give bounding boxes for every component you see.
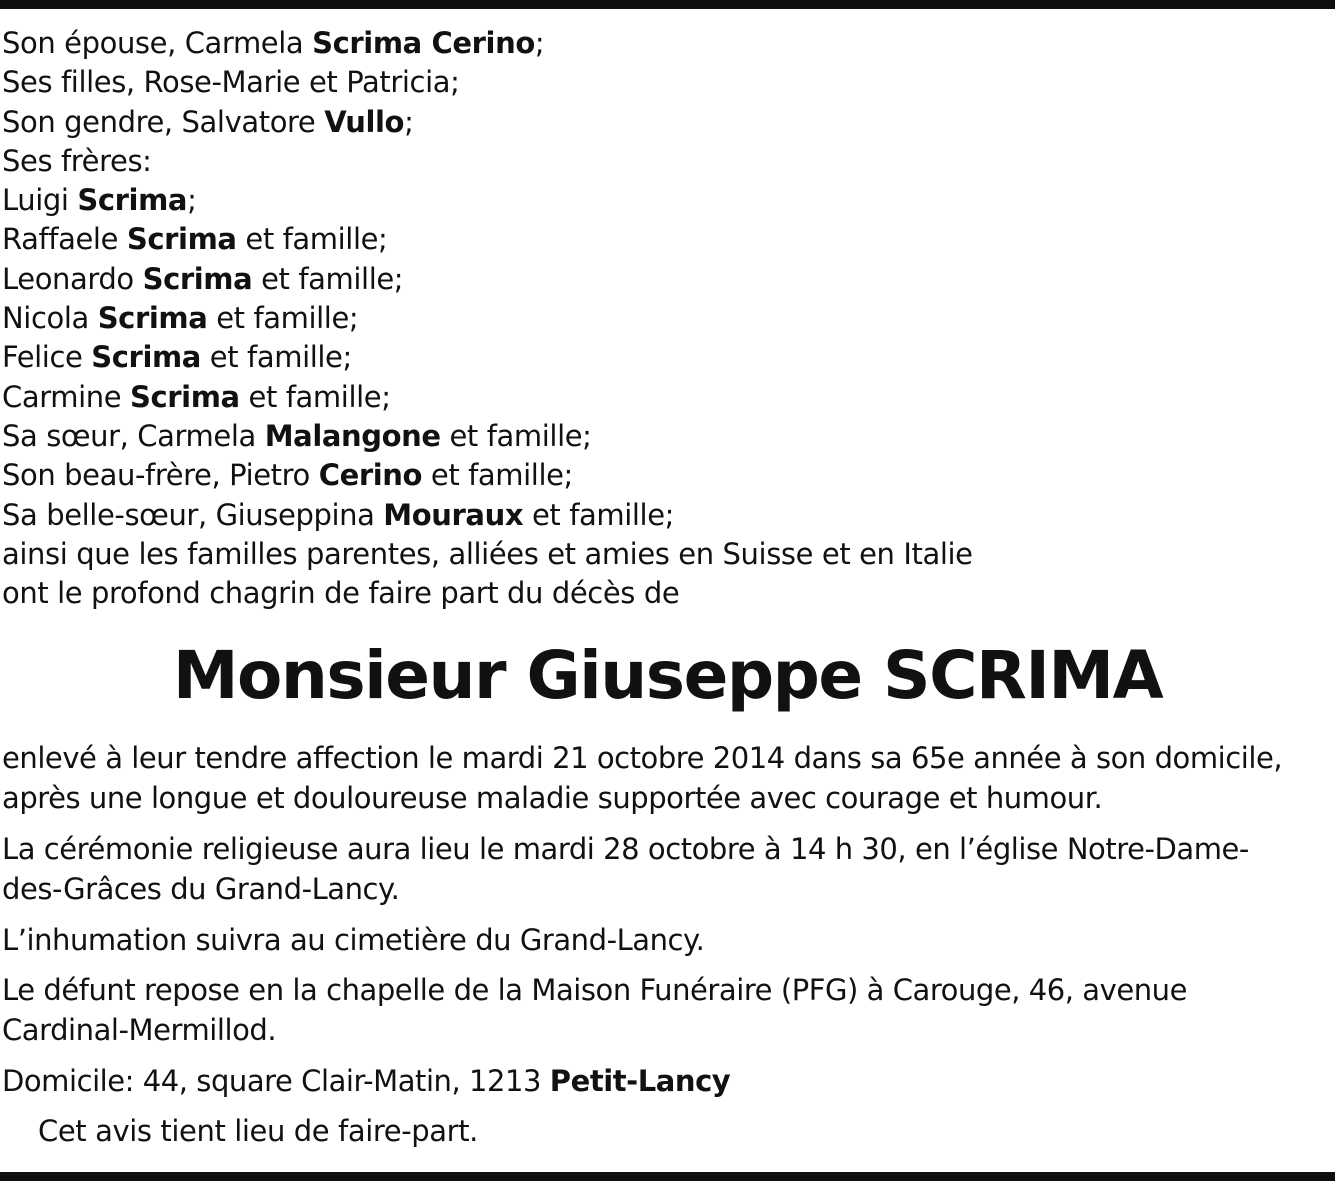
family-line: Sa sœur, Carmela Malangone et famille; [2, 418, 592, 453]
funeral-home-paragraph [2, 970, 1332, 1050]
family-line: ont le profond chagrin de faire part du décès de [2, 576, 680, 611]
paragraph-line: L’inhumation suivra au cimetière du Grand-Lancy. [2, 923, 705, 957]
paragraph-line: des-Grâces du Grand-Lancy. [2, 872, 400, 906]
family-line: Leonardo Scrima et famille; [2, 261, 404, 296]
domicile-address [2, 1061, 1332, 1101]
death-announcement-paragraph [2, 738, 1332, 818]
family-line: Luigi Scrima; [2, 183, 197, 218]
domicile-text: Domicile: 44, square Clair-Matin, 1213 [2, 1064, 550, 1098]
paragraph-line: La cérémonie religieuse aura lieu le mardi 28 octobre à 14 h 30, en l’église Notre-Dame- [2, 832, 1249, 866]
burial-paragraph [2, 920, 1332, 960]
family-line: Carmine Scrima et famille; [2, 379, 391, 414]
family-line: Ses frères: [2, 143, 152, 178]
deceased-name-heading: Monsieur Giuseppe SCRIMA [172, 637, 1163, 714]
ceremony-paragraph [2, 829, 1332, 909]
family-line: Nicola Scrima et famille; [2, 301, 359, 336]
family-list [2, 24, 1327, 613]
bottom-border-rule [0, 1172, 1335, 1181]
family-line: Son beau-frère, Pietro Cerino et famille; [2, 458, 573, 493]
top-border-rule [0, 0, 1335, 9]
closing-note: Cet avis tient lieu de faire-part. [38, 1114, 478, 1148]
paragraph-line: Le défunt repose en la chapelle de la Maison Funéraire (PFG) à Carouge, 46, avenue [2, 973, 1187, 1007]
family-line: Felice Scrima et famille; [2, 340, 352, 375]
family-line: Ses filles, Rose-Marie et Patricia; [2, 65, 460, 100]
family-line: Son épouse, Carmela Scrima Cerino; [2, 26, 545, 60]
family-line: ainsi que les familles parentes, alliées et amies en Suisse et en Italie [2, 536, 973, 571]
family-line: Son gendre, Salvatore Vullo; [2, 104, 414, 139]
family-line: Sa belle-sœur, Giuseppina Mouraux et famille; [2, 497, 675, 532]
paragraph-line: Cardinal-Mermillod. [2, 1013, 277, 1047]
family-line: Raffaele Scrima et famille; [2, 222, 388, 257]
paragraph-line: enlevé à leur tendre affection le mardi 21 octobre 2014 dans sa 65e année à son domicile, [2, 741, 1283, 775]
paragraph-line: après une longue et douloureuse maladie supportée avec courage et humour. [2, 781, 1103, 815]
domicile-locality: Petit-Lancy [549, 1064, 731, 1098]
